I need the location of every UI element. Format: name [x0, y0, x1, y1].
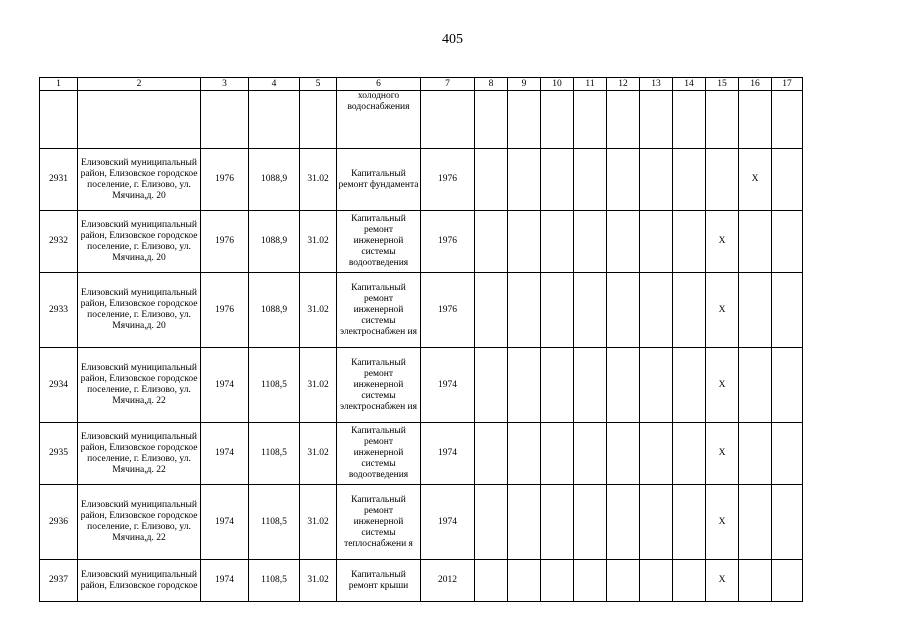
build-year: 1974: [201, 485, 249, 560]
table-cell: [541, 485, 574, 560]
table-cell: [673, 149, 706, 211]
table-cell: [508, 485, 541, 560]
table-row: [40, 423, 803, 485]
table-cell: [541, 149, 574, 211]
continuation-row: [40, 91, 803, 149]
address: Елизовский муниципальный район, Елизовское городское поселение, г. Елизово, ул. Мячина,д. 22: [78, 348, 201, 423]
column-number: 5: [300, 78, 337, 91]
work-year: 1976: [421, 273, 475, 348]
build-year: 1974: [201, 348, 249, 423]
table-cell: [475, 348, 508, 423]
work-year: 1976: [421, 211, 475, 273]
record-number: 2935: [40, 423, 78, 485]
area: 1088,9: [249, 149, 300, 211]
table-cell: [541, 423, 574, 485]
table-cell: [475, 485, 508, 560]
column-number: 4: [249, 78, 300, 91]
table-body: [40, 78, 803, 602]
column-number: 14: [673, 78, 706, 91]
table-cell: [706, 149, 739, 211]
table-row: [40, 348, 803, 423]
code: 31.02: [300, 423, 337, 485]
work-description: Капитальный ремонт инженерной системы электроснабжен ия: [337, 348, 421, 423]
address: Елизовский муниципальный район, Елизовское городское: [78, 560, 201, 602]
table-cell: [739, 91, 772, 149]
table-cell: [640, 149, 673, 211]
table-cell: [508, 149, 541, 211]
area: 1108,5: [249, 348, 300, 423]
table-cell: [541, 348, 574, 423]
table-cell: [640, 348, 673, 423]
area: 1108,5: [249, 560, 300, 602]
build-year: 1974: [201, 560, 249, 602]
record-number: 2933: [40, 273, 78, 348]
column-number: 10: [541, 78, 574, 91]
table-cell: [249, 91, 300, 149]
table-cell: [201, 91, 249, 149]
code: 31.02: [300, 273, 337, 348]
table-cell: [772, 91, 803, 149]
table-cell: [739, 423, 772, 485]
table-cell: [673, 348, 706, 423]
table-cell: [40, 91, 78, 149]
table-cell: [739, 560, 772, 602]
work-description: холодного водоснабжения: [337, 91, 421, 149]
table-cell: [706, 91, 739, 149]
column-number: 2: [78, 78, 201, 91]
column-number: 15: [706, 78, 739, 91]
table-cell: [640, 273, 673, 348]
table-cell: [574, 91, 607, 149]
table-cell: [772, 485, 803, 560]
check-mark: X: [706, 273, 739, 348]
column-number-row: [40, 78, 803, 91]
address: Елизовский муниципальный район, Елизовское городское поселение, г. Елизово, ул. Мячина,д. 22: [78, 485, 201, 560]
code: 31.02: [300, 560, 337, 602]
work-year: 2012: [421, 560, 475, 602]
table-cell: [607, 560, 640, 602]
work-description: Капитальный ремонт инженерной системы водоотведения: [337, 423, 421, 485]
address: Елизовский муниципальный район, Елизовское городское поселение, г. Елизово, ул. Мячина,д. 20: [78, 273, 201, 348]
table-cell: [739, 485, 772, 560]
table-cell: [640, 211, 673, 273]
table-cell: [574, 560, 607, 602]
work-year: 1976: [421, 149, 475, 211]
table-cell: [300, 91, 337, 149]
address: Елизовский муниципальный район, Елизовское городское поселение, г. Елизово, ул. Мячина,д. 22: [78, 423, 201, 485]
table-cell: [640, 560, 673, 602]
code: 31.02: [300, 348, 337, 423]
page-number: 405: [442, 32, 463, 47]
table-cell: [772, 560, 803, 602]
check-mark: X: [706, 423, 739, 485]
table-cell: [475, 423, 508, 485]
table-cell: [739, 211, 772, 273]
area: 1088,9: [249, 273, 300, 348]
work-description: Капитальный ремонт инженерной системы водоотведения: [337, 211, 421, 273]
table-row: [40, 485, 803, 560]
table-cell: [508, 273, 541, 348]
table-cell: [640, 423, 673, 485]
table-cell: [508, 211, 541, 273]
table-cell: [475, 211, 508, 273]
table-cell: [475, 273, 508, 348]
work-description: Капитальный ремонт фундамента: [337, 149, 421, 211]
column-number: 7: [421, 78, 475, 91]
check-mark: X: [706, 560, 739, 602]
table-cell: [739, 273, 772, 348]
table-cell: [772, 423, 803, 485]
column-number: 8: [475, 78, 508, 91]
build-year: 1976: [201, 149, 249, 211]
record-number: 2936: [40, 485, 78, 560]
table-cell: [541, 273, 574, 348]
area: 1108,5: [249, 423, 300, 485]
build-year: 1976: [201, 211, 249, 273]
table-row: [40, 273, 803, 348]
column-number: 1: [40, 78, 78, 91]
work-year: 1974: [421, 423, 475, 485]
work-year: 1974: [421, 485, 475, 560]
table-cell: [541, 211, 574, 273]
table-cell: [640, 91, 673, 149]
table-cell: [78, 91, 201, 149]
table-row: [40, 560, 803, 602]
table-cell: [607, 485, 640, 560]
table-cell: [607, 423, 640, 485]
table-cell: [772, 348, 803, 423]
column-number: 17: [772, 78, 803, 91]
area: 1108,5: [249, 485, 300, 560]
code: 31.02: [300, 485, 337, 560]
column-number: 9: [508, 78, 541, 91]
table-cell: [574, 485, 607, 560]
address: Елизовский муниципальный район, Елизовское городское поселение, г. Елизово, ул. Мячина,д. 20: [78, 211, 201, 273]
area: 1088,9: [249, 211, 300, 273]
table-cell: [508, 423, 541, 485]
table-cell: [607, 273, 640, 348]
code: 31.02: [300, 149, 337, 211]
column-number: 6: [337, 78, 421, 91]
column-number: 11: [574, 78, 607, 91]
build-year: 1974: [201, 423, 249, 485]
table-cell: [607, 91, 640, 149]
register-table: [39, 77, 803, 602]
check-mark: X: [706, 348, 739, 423]
table-cell: [772, 211, 803, 273]
column-number: 3: [201, 78, 249, 91]
record-number: 2932: [40, 211, 78, 273]
record-number: 2937: [40, 560, 78, 602]
table-row: [40, 149, 803, 211]
table-cell: [607, 211, 640, 273]
column-number: 13: [640, 78, 673, 91]
column-number: 12: [607, 78, 640, 91]
table-cell: [574, 273, 607, 348]
table-cell: [475, 91, 508, 149]
work-description: Капитальный ремонт инженерной системы электроснабжен ия: [337, 273, 421, 348]
table-cell: [574, 423, 607, 485]
table-cell: [574, 211, 607, 273]
code: 31.02: [300, 211, 337, 273]
table-cell: [673, 211, 706, 273]
check-mark: X: [706, 211, 739, 273]
table-cell: [475, 149, 508, 211]
table-cell: [772, 149, 803, 211]
check-mark: X: [739, 149, 772, 211]
table-cell: [673, 91, 706, 149]
table-cell: [574, 348, 607, 423]
table-cell: [508, 348, 541, 423]
table-cell: [673, 485, 706, 560]
work-year: 1974: [421, 348, 475, 423]
table-cell: [607, 149, 640, 211]
work-description: Капитальный ремонт крыши: [337, 560, 421, 602]
build-year: 1976: [201, 273, 249, 348]
record-number: 2931: [40, 149, 78, 211]
work-description: Капитальный ремонт инженерной системы теплоснабжени я: [337, 485, 421, 560]
table-cell: [574, 149, 607, 211]
check-mark: X: [706, 485, 739, 560]
table-cell: [673, 423, 706, 485]
table-cell: [508, 560, 541, 602]
address: Елизовский муниципальный район, Елизовское городское поселение, г. Елизово, ул. Мячина,д. 20: [78, 149, 201, 211]
record-number: 2934: [40, 348, 78, 423]
table-cell: [541, 560, 574, 602]
table-cell: [541, 91, 574, 149]
table-cell: [475, 560, 508, 602]
table-cell: [673, 560, 706, 602]
table-cell: [640, 485, 673, 560]
column-number: 16: [739, 78, 772, 91]
table-cell: [607, 348, 640, 423]
table-row: [40, 211, 803, 273]
table-cell: [421, 91, 475, 149]
table-cell: [739, 348, 772, 423]
table-cell: [508, 91, 541, 149]
table-cell: [673, 273, 706, 348]
table-cell: [772, 273, 803, 348]
